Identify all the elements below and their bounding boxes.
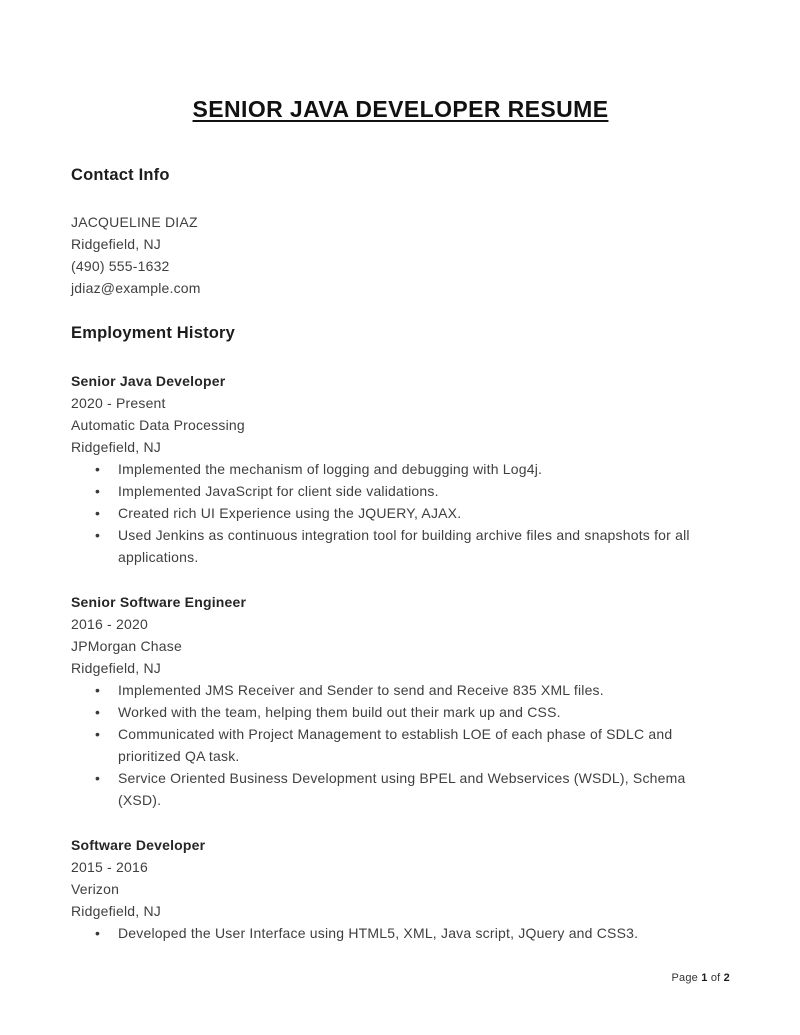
- job-bullet: [71, 679, 730, 701]
- bullet-text: Service Oriented Business Development using BPEL and Webservices (WSDL), Schema (XSD).: [118, 770, 686, 808]
- job-period: 2015 - 2016: [71, 859, 148, 875]
- job-bullet: [71, 701, 730, 723]
- employment-section: [71, 324, 730, 944]
- footer-label: Page: [671, 972, 698, 984]
- job-title: Software Developer: [71, 837, 206, 853]
- job-period: 2020 - Present: [71, 395, 166, 411]
- bullet-dot: •: [95, 461, 101, 477]
- bullet-dot: •: [95, 527, 101, 543]
- job-bullet: [71, 458, 730, 480]
- contact-name: JACQUELINE DIAZ: [71, 214, 198, 230]
- bullet-text: Implemented JavaScript for client side validations.: [118, 483, 439, 499]
- bullet-text: Implemented JMS Receiver and Sender to send and Receive 835 XML files.: [118, 682, 604, 698]
- job-bullet: [71, 723, 730, 767]
- job-bullet: [71, 524, 730, 568]
- bullet-text: Developed the User Interface using HTML5, XML, Java script, JQuery and CSS3.: [118, 925, 639, 941]
- bullet-dot: •: [95, 925, 101, 941]
- bullet-dot: •: [95, 726, 101, 742]
- bullet-text: Implemented the mechanism of logging and debugging with Log4j.: [118, 461, 543, 477]
- job-location: Ridgefield, NJ: [71, 439, 161, 455]
- job-bullet: [71, 502, 730, 524]
- contact-email: jdiaz@example.com: [71, 280, 201, 296]
- job-title: Senior Software Engineer: [71, 594, 247, 610]
- bullet-dot: •: [95, 483, 101, 499]
- job-entry-senior-software-engineer: [71, 591, 730, 811]
- bullet-text: Created rich UI Experience using the JQUERY, AJAX.: [118, 505, 462, 521]
- contact-city: Ridgefield, NJ: [71, 236, 161, 252]
- job-entry-software-developer: [71, 834, 730, 944]
- job-company: JPMorgan Chase: [71, 638, 182, 654]
- bullet-text: Used Jenkins as continuous integration tool for building archive files and snapshots for all applications.: [118, 527, 690, 565]
- job-bullet: [71, 767, 730, 811]
- contact-heading: Contact Info: [71, 166, 170, 184]
- job-company: Verizon: [71, 881, 120, 897]
- bullet-text: Worked with the team, helping them build out their mark up and CSS.: [118, 704, 561, 720]
- document-title: SENIOR JAVA DEVELOPER RESUME: [192, 96, 609, 122]
- page-footer: [671, 971, 730, 985]
- job-period: 2016 - 2020: [71, 616, 148, 632]
- contact-lines: [71, 211, 730, 299]
- job-bullet: [71, 480, 730, 502]
- bullet-dot: •: [95, 770, 101, 786]
- employment-heading: Employment History: [71, 324, 236, 342]
- job-bullet: [71, 922, 730, 944]
- job-bullet-list: [71, 922, 730, 944]
- footer-total-pages: 2: [723, 972, 730, 984]
- footer-current-page: 1: [701, 972, 708, 984]
- bullet-dot: •: [95, 704, 101, 720]
- job-title: Senior Java Developer: [71, 373, 226, 389]
- bullet-dot: •: [95, 682, 101, 698]
- job-bullet-list: [71, 679, 730, 811]
- footer-separator: of: [710, 972, 721, 984]
- bullet-text: Communicated with Project Management to establish LOE of each phase of SDLC and prioritized QA task.: [118, 726, 673, 764]
- job-entry-senior-java-developer: [71, 370, 730, 568]
- contact-section: [71, 166, 730, 299]
- job-location: Ridgefield, NJ: [71, 903, 161, 919]
- bullet-dot: •: [95, 505, 101, 521]
- job-bullet-list: [71, 458, 730, 568]
- job-company: Automatic Data Processing: [71, 417, 245, 433]
- job-location: Ridgefield, NJ: [71, 660, 161, 676]
- contact-phone: (490) 555-1632: [71, 258, 170, 274]
